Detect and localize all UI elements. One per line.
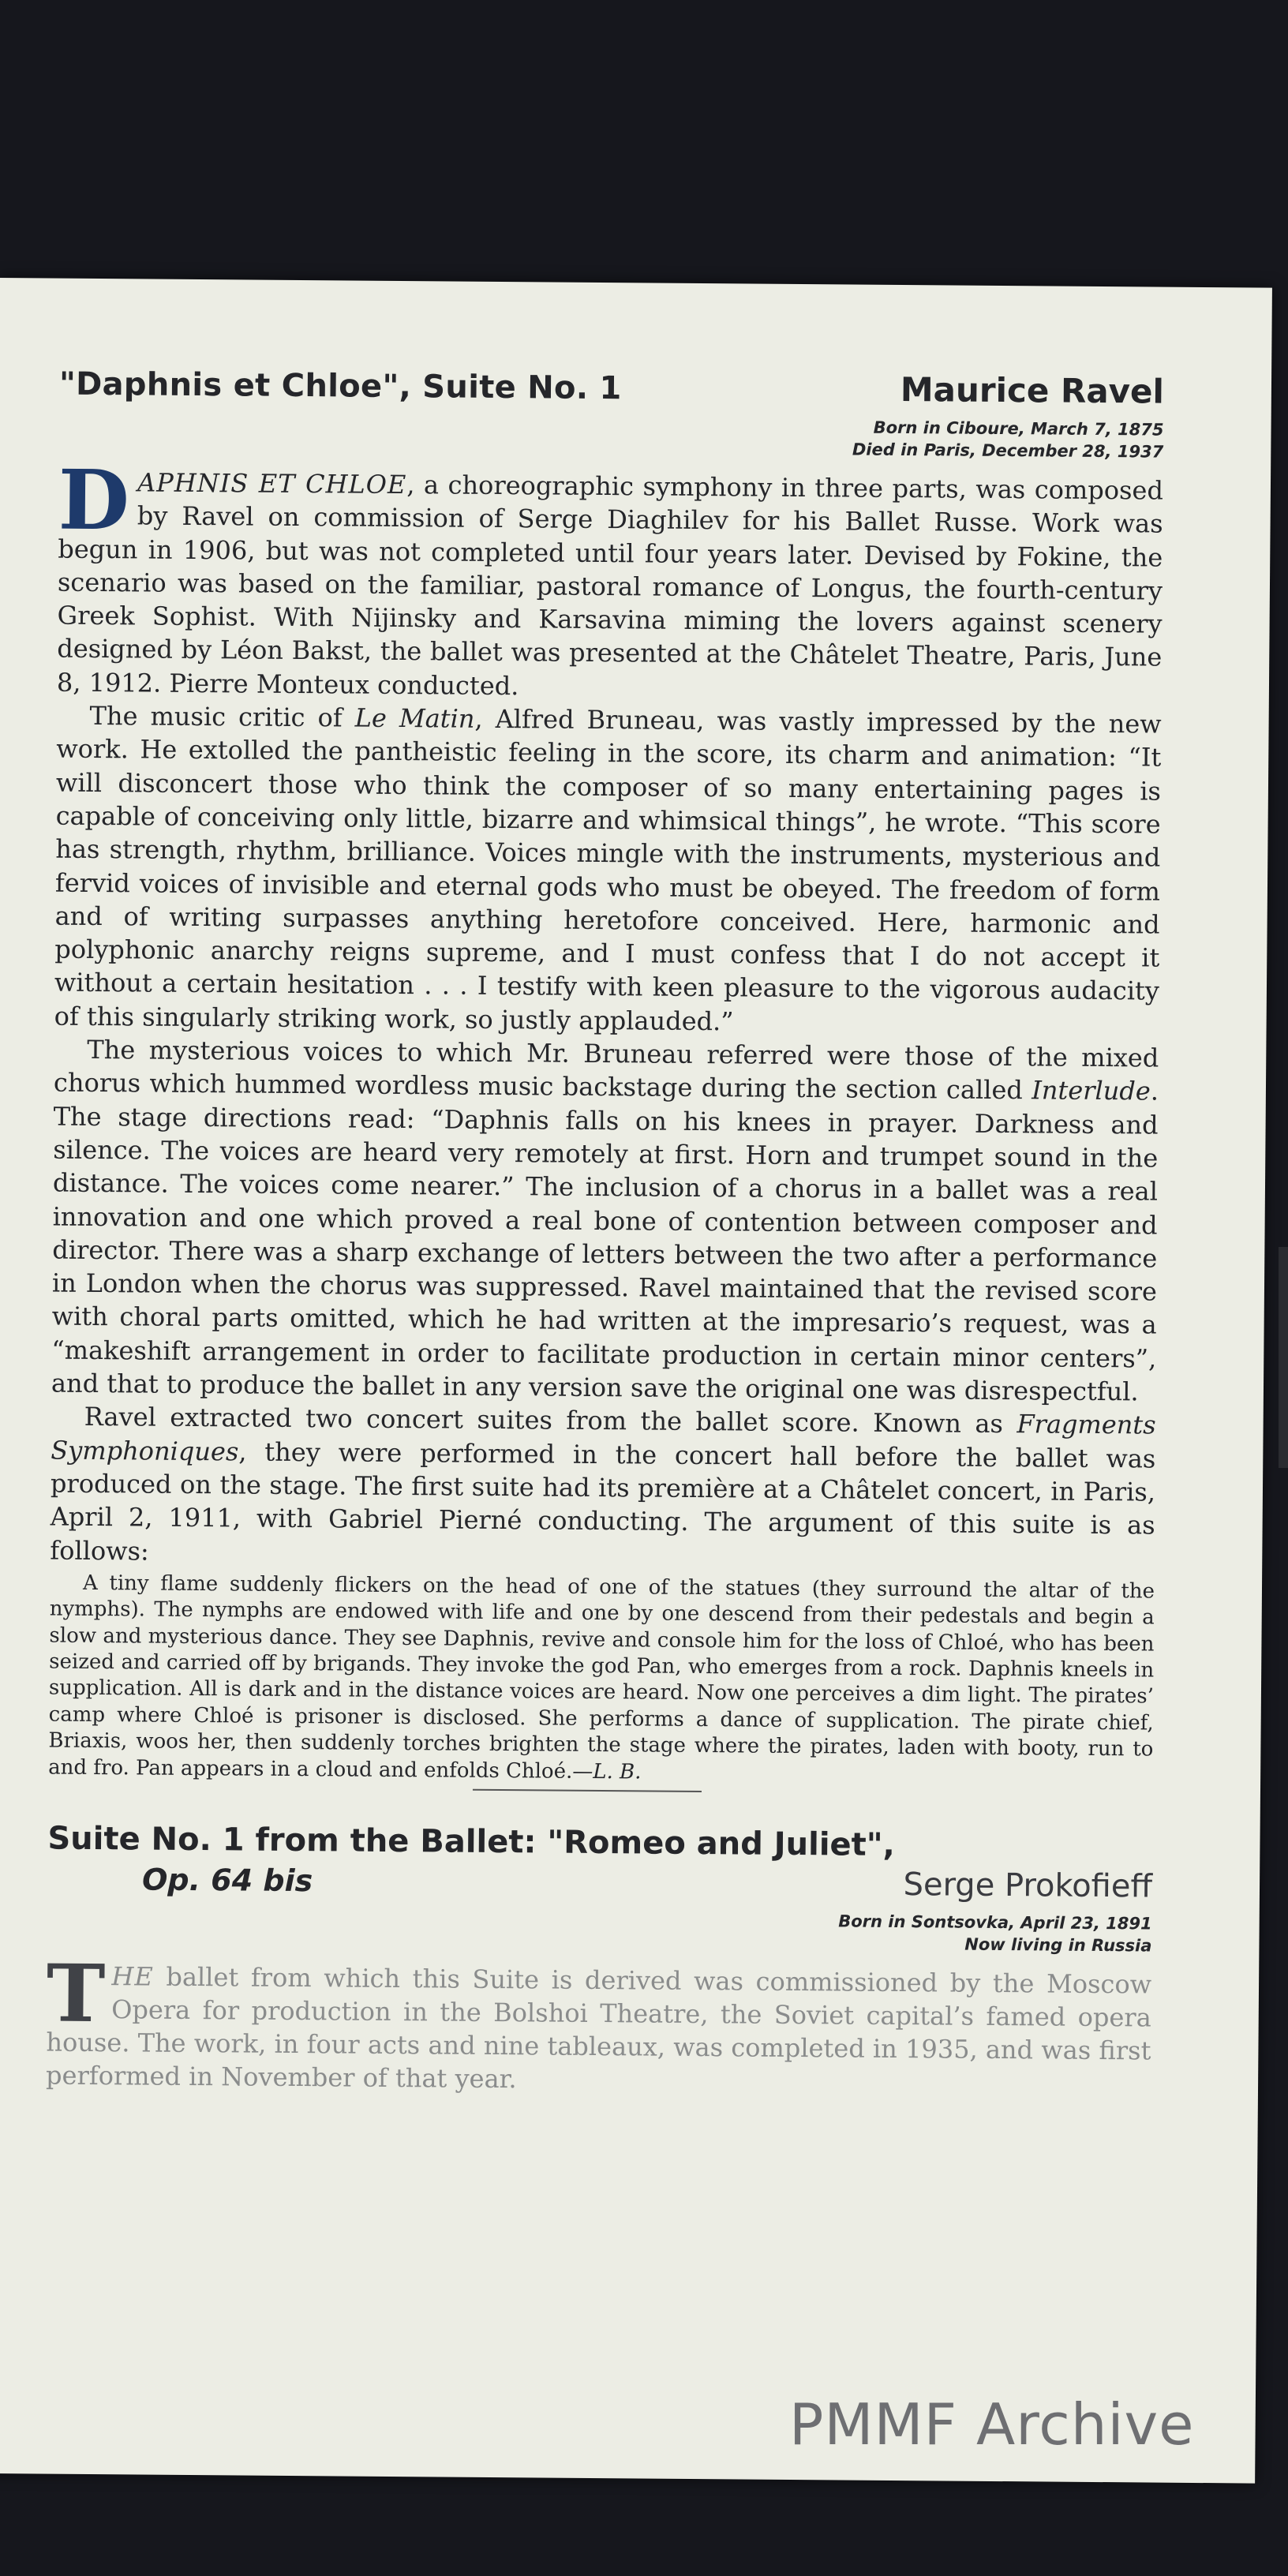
drop-cap: D	[58, 451, 130, 549]
opening-caps-2: HE	[111, 1961, 154, 1992]
section1-header	[59, 364, 1164, 411]
program-page	[0, 278, 1272, 2484]
composer-bio-2	[47, 1904, 1151, 1957]
born-line: Born in Ciboure, March 7, 1875	[873, 417, 1164, 440]
argument-body: A tiny flame suddenly flickers on the head of one of the statues (they surround the altar of the nymphs). The nymphs are endowed with life and one by one descend from their pedestals and begin a slow and mysterious dance. They see Daphnis, revive and console him for the loss of Chloé, who has been seized and carried off by brigands. They invoke the god Pan, who emerges from a rock. Daphnis kneels in supplication. All is dark and in the distance voices are heard. Now one perceives a dim light. The pirates’ camp where Chloé is prisoner is disclosed. She performs a dance of supplication. The pirate chief, Briaxis, woos her, then suddenly torches brighten the stage where the pirates, laden with booty, run to and fro. Pan appears in a cloud and enfolds Chloé.	[48, 1571, 1155, 1784]
paragraph-3-lead: The mysterious voices to which Mr. Bruneau referred were those of the mixed chorus which hummed wordless music backstage during the section called	[53, 1034, 1159, 1106]
paragraph-4-lead: Ravel extracted two concert suites from the ballet score. Known as	[84, 1402, 1017, 1440]
archive-watermark: PMMF Archive	[789, 2391, 1195, 2458]
binder-clip	[1279, 1247, 1288, 1468]
argument-text	[48, 1570, 1155, 1789]
paragraph-4	[50, 1400, 1156, 1575]
living-line: Now living in Russia	[964, 1934, 1152, 1956]
section-name: Interlude	[1032, 1075, 1151, 1106]
paragraph-3-text: . The stage directions read: “Daphnis falls on his knees in prayer. Darkness and silence. The voices are heard very remotely at first. Horn and trumpet sound in the distance. The voices come nearer.” The inclusion of a chorus in a ballet was a real innovation and one which proved a real bone of contention between composer and director. There was a sharp exchange of letters between the two after a performance in London when the chorus was suppressed. Ravel maintained that the revised score with choral parts omitted, which he had written at the impresario’s request, was a “makeshift arrangement in order to facilitate production in certain minor centers”, and that to produce the ballet in any version save the original one was disrespectful.	[51, 1076, 1159, 1407]
author-signature: —L. B.	[572, 1759, 642, 1784]
section2-paragraph: ballet from which this Suite is derived was commissioned by the Moscow Opera for production in the Bolshoi Theatre, the Soviet capital’s famed opera house. The work, in four acts and nine tableaux, was completed in 1935, and was first performed in November of that year.	[45, 1961, 1152, 2095]
section2-header	[47, 1860, 1152, 1905]
work-title: "Daphnis et Chloe", Suite No. 1	[58, 365, 622, 407]
drop-cap-2: T	[46, 1946, 106, 2041]
opening-caps: APHNIS ET CHLOE	[137, 467, 407, 500]
paragraph-3	[51, 1033, 1159, 1409]
paragraph-2	[54, 699, 1161, 1042]
section2-title: Suite No. 1 from the Ballet: "Romeo and Juliet",	[47, 1820, 896, 1864]
newspaper-name: Le Matin	[354, 702, 475, 734]
opus-number: Op. 64 bis	[141, 1862, 313, 1899]
suite-name: Fragments Symphoniques	[51, 1409, 1156, 1467]
died-line: Died in Paris, December 28, 1937	[852, 440, 1164, 462]
suite-argument	[48, 1570, 1155, 1789]
composer-bio	[58, 410, 1163, 463]
paragraph-2-text: , Alfred Bruneau, was vastly impressed by the new work. He extolled the pantheistic feeling in the score, its charm and animation: “It will disconcert those who think the composer of so many entertaining pages is capable of conceiving only little, bizarre and whimsical things”, he wrote. “This score has strength, rhythm, brilliance. Voices mingle with the instruments, mysterious and fervid voices of invisible and eternal gods who must be obeyed. The freedom of form and of writing surpasses anything heretofore conceived. Here, harmonic and polyphonic anarchy reigns supreme, and I must confess that I do not accept it without a certain hesitation . . . I testify with keen pleasure to the vigorous audacity of this singularly striking work, so justly applauded.”	[54, 703, 1162, 1037]
page-content	[46, 364, 1164, 2101]
paragraph-1-text: , a choreographic symphony in three parts, was composed by Ravel on commission of Serge Diaghilev for his Ballet Russe. Work was begun in 1906, but was not completed until four years later. Devised by Fokine, the scenario was based on the familiar, pastoral romance of Longus, the fourth-century Greek Sophist. With Nijinsky and Karsavina miming the lovers against scenery designed by Léon Bakst, the ballet was presented at the Châtelet Theatre, Paris, June 8, 1912. Pierre Monteux conducted.	[56, 470, 1164, 701]
composer-name: Maurice Ravel	[900, 369, 1165, 411]
composer-name-2: Serge Prokofieff	[903, 1866, 1153, 1905]
section-divider	[473, 1789, 702, 1792]
paragraph-2-lead: The music critic of	[89, 700, 355, 733]
paragraph-4-text: , they were performed in the concert hall before the ballet was produced on the stage. The first suite had its première at a Châtelet concert, in Paris, April 2, 1911, with Gabriel Pierné conducting. The argument of this suite is as follows:	[50, 1436, 1156, 1567]
section2-notes	[45, 1946, 1152, 2101]
born-line-2: Born in Sontsovka, April 23, 1891	[838, 1911, 1152, 1934]
